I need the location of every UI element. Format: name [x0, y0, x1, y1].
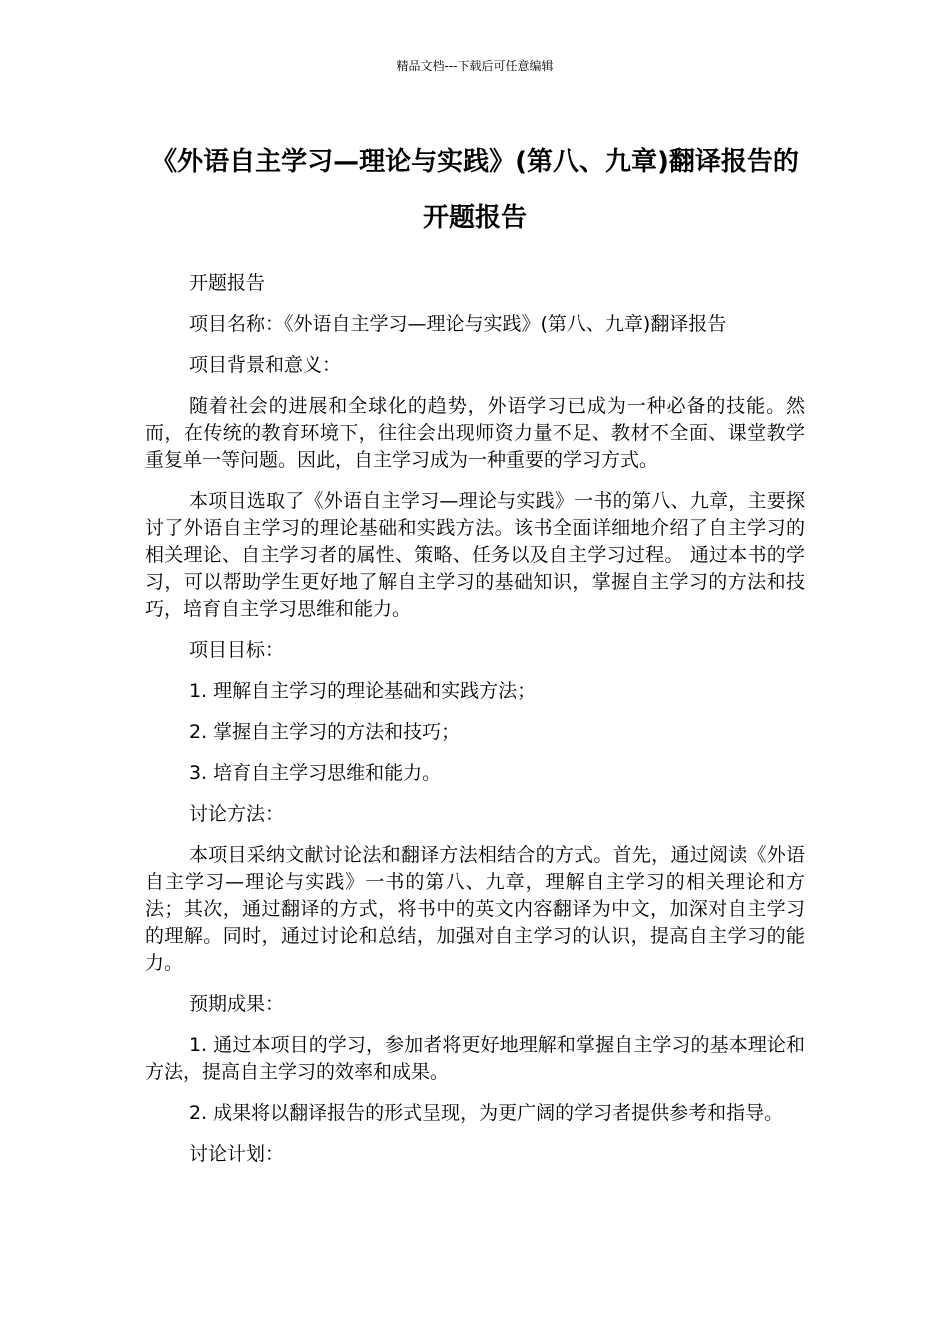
methods-paragraph: 本项目采纳文献讨论法和翻译方法相结合的方式。首先，通过阅读《外语自主学习—理论与实践》一书的第八、九章，理解自主学习的相关理论和方法；其次，通过翻译的方式，将书中的英文内容翻译为中文，加深对自主学习的理解。同时，通过讨论和总结，加强对自主学习的认识，提高自主学习的能力。 [145, 844, 805, 974]
document-body [145, 270, 805, 1182]
section-label-report: 开题报告 [189, 272, 266, 294]
goal-item-3: 3. 培育自主学习思维和能力。 [189, 762, 442, 784]
result-item-1: 1. 通过本项目的学习，参加者将更好地理解和掌握自主学习的基本理论和方法，提高自主学习的效率和成果。 [145, 1034, 805, 1083]
heading-background: 项目背景和意义： [189, 354, 342, 376]
page-header-note: 精品文档---下载后可任意编辑 [396, 59, 554, 73]
background-paragraph-1: 随着社会的进展和全球化的趋势，外语学习已成为一种必备的技能。然而，在传统的教育环境下，往往会出现师资力量不足、教材不全面、课堂教学重复单一等问题。因此，自主学习成为一种重要的学习方式。 [145, 395, 805, 471]
heading-goals: 项目目标： [189, 639, 285, 661]
goal-item-1: 1. 理解自主学习的理论基础和实践方法； [189, 680, 537, 702]
result-item-2: 2. 成果将以翻译报告的形式呈现，为更广阔的学习者提供参考和指导。 [189, 1102, 784, 1124]
heading-expected-results: 预期成果： [189, 993, 285, 1015]
goal-item-2: 2. 掌握自主学习的方法和技巧； [189, 721, 461, 743]
heading-methods: 讨论方法： [189, 803, 285, 825]
heading-plan: 讨论计划： [189, 1143, 285, 1165]
document-title: 《外语自主学习—理论与实践》(第八、九章)翻译报告的开题报告 [151, 147, 799, 233]
background-paragraph-2: 本项目选取了《外语自主学习—理论与实践》一书的第八、九章，主要探讨了外语自主学习的理论基础和实践方法。该书全面详细地介绍了自主学习的相关理论、自主学习者的属性、策略、任务以及自主学习过程。 通过本书的学习，可以帮助学生更好地了解自主学习的基础知识，掌握自主学习的方法和技巧，培育自主学习思维和能力。 [145, 490, 805, 620]
project-name: 项目名称：《外语自主学习—理论与实践》(第八、九章)翻译报告 [189, 313, 727, 335]
